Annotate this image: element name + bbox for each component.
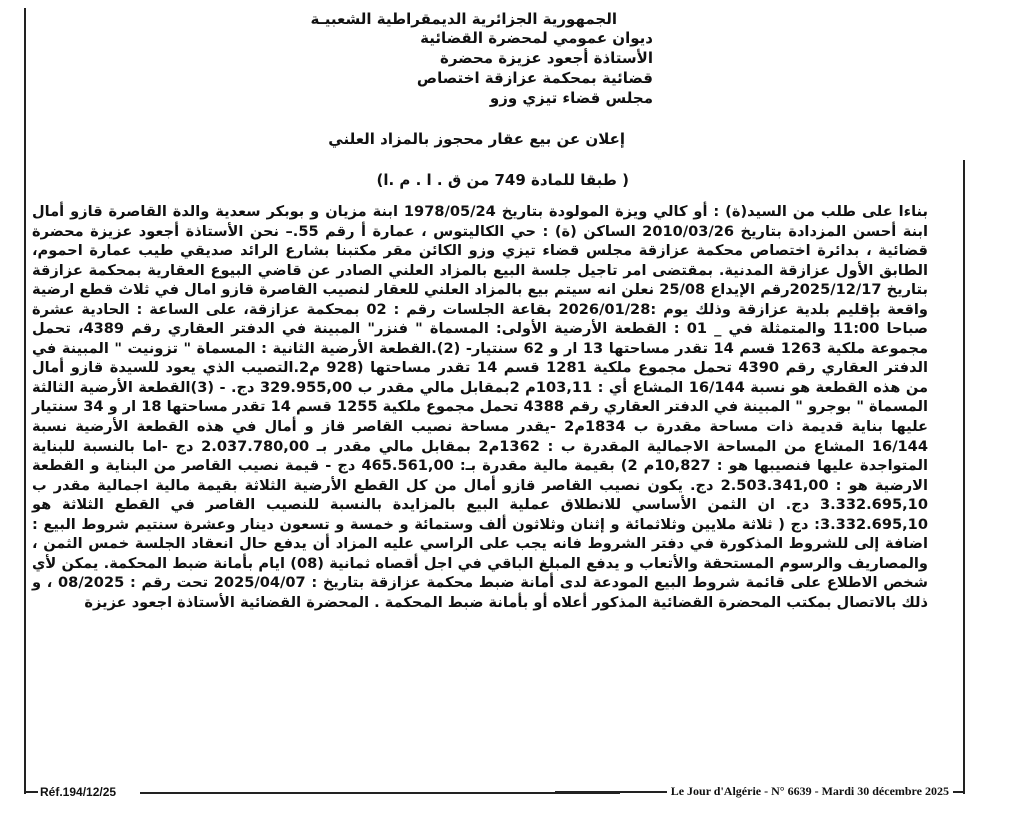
notice-body-text: بناءا على طلب من السيد(ة) : أو كالي ويزة المولودة بتاريخ 1978/05/24 ابنة مزيان و بوبكر سعدية والدة القاصرة قازو أمال ابنة أحسن المزدادة بتاريخ 2010/03/26 الساكن (ة) : حي الكاليتوس ، عمارة أ رقم 55.– نحن الأستاذة أجعود عزيزة محضرة قضائية ، بدائرة اختصاص محكمة عزازقة مجلس قضاء تيزي وزو الكائن مقر مكتبنا بشارع الرائد صديقي طيب عمارة احموم، الطابق الأول عزازقة المدنية. بمقتضى امر تاجيل جلسة البيع بالمزاد العلني الصادر عن قاضي البيوع العقارية بمحكمة عزازقة بتاريخ 2025/12/17رقم الإيداع 25/08 نعلن انه سيتم بيع بالمزاد العلني للعقار لنصيب القاصرة قازو امال في ثلاث قطع ارضية واقعة بإقليم بلدية عزازقة وذلك يوم :2026/01/28 بقاعة الجلسات رقم : 02 بمحكمة عزازقة، على الساعة : الحادية عشرة صباحا 11:00 والمتمثلة في _ 01 : القطعة الأرضية الأولى: المسماة " فنزر" المبينة في الدفتر العقاري رقم 4389، تحمل مجموعة ملكية 1263 قسم 14 تقدر مساحتها 13 ار و 62 سنتيار- (2).القطعة الأرضية الثانية : المسماة " تزونيت " المبينة في الدفتر العقاري رقم 4390 تحمل مجموع ملكية 1281 قسم 14 تقدر مساحتها (928 م2.التصيب الذي يعود للسيدة قازو أمال من هذه القطعة هو نسبة 16/144 المشاع أي : 103,11م 2بمقابل مالي مقدر ب 329.955,00 دج. - (3)القطعة الأرضية الثالثة المسماة " بوجرو " المبينة في الدفتر العقاري رقم 4388 تحمل مجموع ملكية 1255 قسم 14 تقدر مساحتها 18 ار و 34 سنتيار عليها بناية قديمة ذات مساحة مقدرة ب 1834م2 -يقدر مساحة نصيب القاصر قاز و أمال في هذه القطعة الأرضية نسبة 16/144 المشاع من المساحة الاجمالية المقدرة ب : 1362م2 بمقابل مالي مقدر بـ 2.037.780,00 دج -اما بالنسبة للبناية المتواجدة عليها فنصيبها هو : 10,827م 2) بقيمة مالية مقدرة بـ: 465.561,00 دج - قيمة نصيب القاصر من البناية و القطعة الارضية هو : 2.503.341,00 دج. يكون نصيب القاصر قازو أمال من كل القطع الأرضية الثلاثة بقيمة مالية اجمالية مقدر ب 3.332.695,10 دج. ان الثمن الأساسي للانطلاق عملية البيع بالمزايدة بالنسبة للنصيب القاصر في القطع الثلاثة هو 3.332.695,10: دج ( ثلاثة ملايين وثلاثمائة و إثنان وثلاثون ألف وستمائة و خمسة و تسعون دينار وعشرة سنتيم شروط البيع : اضافة إلى للشروط المذكورة في دفتر الشروط فانه يجب على الراسي عليه المزاد أن يدفع حال انعقاد الجلسة خمس الثمن ، والمصاريف والرسوم المستحقة والأتعاب و يدفع المبلغ الباقي في اجل أقصاه ثمانية (08) ايام بأمانة ضبط المحكمة. يمكن لأي شخص الاطلاع على قائمة شروط البيع المودعة لدى أمانة ضبط محكمة عزازقة بتاريخ : 2025/04/07 تحت رقم : 08/2025 ، و ذلك بالاتصال بمكتب المحضرة القضائية المذكور أعلاه أو بأمانة ضبط المحكمة . المحضرة القضائية الأستاذة اجعود عزيزة	[32, 203, 929, 611]
header-line: مجلس قضاء تيزي وزو	[489, 89, 653, 107]
footer-rule	[953, 791, 965, 793]
left-border-line	[24, 8, 26, 794]
reference-number: Réf.194/12/25	[40, 785, 117, 799]
publication-footer	[555, 784, 965, 799]
header-line: الأستاذة أجعود عزيزة محضرة	[439, 49, 653, 67]
reference-footer	[26, 785, 386, 799]
republic-heading: الجمهورية الجزائرية الديمقراطية الشعبيـة	[310, 10, 617, 28]
law-reference: ( طبقا للمادة 749 من ق . ا . م .ا)	[376, 171, 629, 189]
header-line: ديوان عمومي لمحضرة القضائية	[420, 29, 653, 47]
right-border-line	[963, 160, 965, 794]
bailiff-office-header	[233, 28, 653, 108]
header-line: قضائية بمحكمة عزازقة اختصاص	[416, 69, 653, 87]
footer-rule	[555, 791, 667, 793]
footer-rule	[26, 791, 38, 793]
announcement-title: إعلان عن بيع عقار محجوز بالمزاد العلني	[328, 130, 625, 148]
publication-line: Le Jour d'Algérie - N° 6639 - Mardi 30 décembre 2025	[670, 784, 949, 798]
